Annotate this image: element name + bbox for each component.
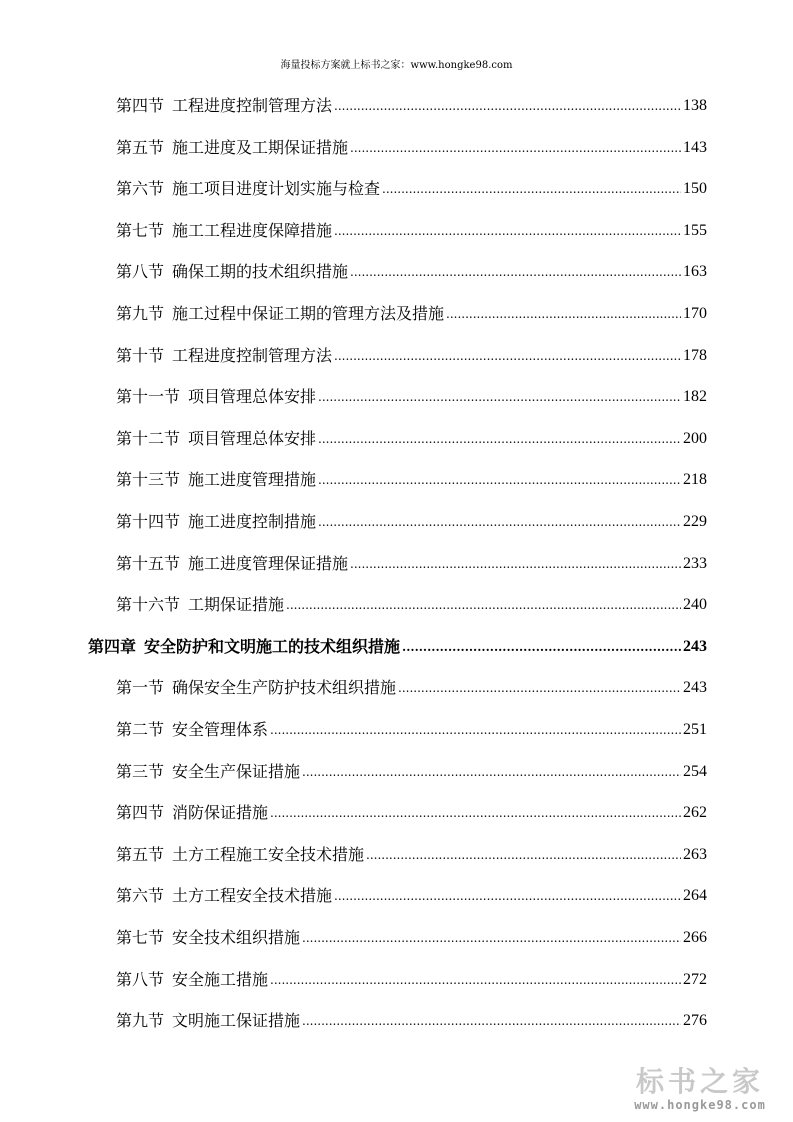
toc-entry-title	[116, 512, 318, 532]
toc-page-number: 266	[683, 929, 707, 946]
toc-dot-leader	[302, 762, 681, 782]
toc-section-entry[interactable]	[116, 668, 707, 698]
toc-entry-title	[116, 845, 366, 865]
toc-section-entry[interactable]	[116, 835, 707, 865]
toc-entry-text: 安全生产保证措施	[172, 761, 301, 781]
toc-page-number: 264	[683, 887, 707, 905]
toc-dot-leader	[350, 262, 681, 282]
toc-section-entry[interactable]	[116, 86, 707, 116]
toc-entry-number: 第十节	[116, 345, 165, 365]
toc-entry-text: 安全管理体系	[172, 720, 269, 739]
toc-entry-number: 第七节	[116, 928, 165, 947]
toc-dot-leader	[318, 429, 681, 449]
toc-entry-text: 工期保证措施	[188, 595, 285, 615]
toc-dot-leader	[318, 470, 681, 490]
toc-dot-leader	[270, 970, 681, 990]
toc-entry-text: 土方工程施工安全技术措施	[172, 844, 365, 864]
toc-section-entry[interactable]	[116, 460, 707, 490]
toc-page-number: 143	[683, 138, 707, 156]
watermark-url: www.hongke98.com	[634, 1098, 766, 1112]
toc-entry-text: 确保安全生产防护技术组织措施	[172, 678, 397, 698]
toc-dot-leader	[270, 803, 681, 823]
toc-entry-title	[116, 678, 398, 698]
toc-entry-title	[116, 1011, 302, 1031]
toc-entry-text: 施工过程中保证工期的管理方法及措施	[172, 304, 445, 323]
toc-section-entry[interactable]	[116, 336, 707, 366]
toc-entry-title	[116, 262, 350, 282]
toc-entry-title	[116, 762, 302, 782]
toc-page-number: 251	[683, 721, 707, 738]
toc-entry-number: 第八节	[116, 969, 165, 989]
toc-page-number: 263	[683, 845, 707, 863]
toc-entry-number: 第八节	[116, 262, 165, 282]
toc-entry-title	[116, 720, 270, 740]
toc-entry-number: 第十一节	[116, 387, 181, 407]
toc-dot-leader	[318, 387, 681, 407]
toc-page-number: 155	[683, 221, 707, 239]
watermark-logo	[625, 1066, 775, 1112]
toc-entry-text: 施工项目进度计划实施与检查	[172, 179, 381, 199]
toc-page-number: 243	[683, 679, 707, 697]
toc-page-number: 254	[683, 762, 707, 780]
toc-dot-leader	[366, 845, 681, 865]
toc-entry-number: 第七节	[116, 220, 165, 240]
toc-page-number: 276	[683, 1012, 707, 1030]
toc-section-entry[interactable]	[116, 918, 707, 948]
toc-entry-title	[116, 554, 350, 574]
toc-section-entry[interactable]	[116, 752, 707, 782]
toc-entry-text: 工程进度控制管理方法	[172, 345, 333, 365]
toc-dot-leader	[398, 678, 681, 698]
toc-page-number: 218	[683, 471, 707, 489]
toc-entry-title	[116, 96, 334, 116]
toc-page-number: 150	[683, 180, 707, 198]
toc-entry-text: 工程进度控制管理方法	[172, 96, 333, 115]
toc-page-number: 138	[683, 97, 707, 114]
toc-entry-number: 第五节	[116, 844, 165, 864]
toc-section-entry[interactable]	[116, 294, 707, 324]
toc-entry-title	[116, 970, 270, 990]
toc-dot-leader	[318, 512, 681, 532]
toc-entry-text: 项目管理总体安排	[188, 428, 317, 448]
toc-dot-leader	[334, 221, 681, 241]
toc-entry-title	[116, 928, 302, 948]
toc-section-entry[interactable]	[116, 211, 707, 241]
toc-entry-text: 施工进度控制措施	[188, 512, 317, 531]
toc-entry-title	[116, 429, 318, 449]
toc-entry-number: 第四章	[88, 636, 137, 656]
toc-section-entry[interactable]	[116, 876, 707, 906]
toc-entry-number: 第九节	[116, 304, 165, 323]
toc-section-entry[interactable]	[116, 502, 707, 532]
toc-dot-leader	[334, 346, 681, 366]
toc-page-number: 182	[683, 388, 707, 406]
toc-entry-number: 第三节	[116, 761, 165, 781]
toc-section-entry[interactable]	[116, 419, 707, 449]
toc-section-entry[interactable]	[116, 793, 707, 823]
toc-dot-leader	[446, 304, 681, 324]
toc-entry-number: 第十二节	[116, 428, 181, 448]
toc-page-number: 170	[683, 305, 707, 322]
toc-entry-number: 第五节	[116, 137, 165, 157]
toc-section-entry[interactable]	[116, 585, 707, 615]
page-header: 海量投标方案就上标书之家：www.hongke98.com	[280, 60, 513, 71]
toc-section-entry[interactable]	[116, 960, 707, 990]
toc-entry-title	[116, 803, 270, 823]
toc-page-number: 262	[683, 804, 707, 822]
toc-entry-text: 文明施工保证措施	[172, 1011, 301, 1031]
toc-dot-leader	[350, 554, 681, 574]
toc-entry-text: 土方工程安全技术措施	[172, 886, 333, 906]
toc-section-entry[interactable]	[116, 169, 707, 199]
toc-section-entry[interactable]	[116, 1001, 707, 1031]
toc-entry-number: 第十三节	[116, 470, 181, 490]
toc-entry-number: 第九节	[116, 1011, 165, 1031]
toc-section-entry[interactable]	[116, 710, 707, 740]
toc-entry-number: 第十五节	[116, 553, 181, 573]
toc-entry-title	[116, 179, 382, 199]
toc-entry-title	[116, 304, 446, 324]
toc-entry-text: 施工工程进度保障措施	[172, 220, 333, 240]
toc-entry-number: 第十四节	[116, 512, 181, 531]
toc-page-number: 163	[683, 263, 707, 281]
toc-section-entry[interactable]	[116, 252, 707, 282]
toc-page-number: 200	[683, 429, 707, 447]
toc-entry-number: 第六节	[116, 179, 165, 199]
toc-entry-title	[116, 595, 286, 615]
toc-page-number: 233	[683, 554, 707, 572]
toc-dot-leader	[270, 720, 681, 740]
toc-entry-title	[116, 346, 334, 366]
toc-chapter-entry[interactable]	[88, 627, 707, 657]
toc-page-number: 178	[683, 346, 707, 364]
toc-dot-leader	[302, 1011, 681, 1031]
toc-entry-text: 安全防护和文明施工的技术组织措施	[144, 636, 401, 656]
toc-dot-leader	[334, 96, 681, 116]
toc-entry-number: 第十六节	[116, 595, 181, 615]
toc-entry-text: 安全技术组织措施	[172, 928, 301, 947]
toc-entry-number: 第二节	[116, 720, 165, 739]
toc-entry-number: 第四节	[116, 96, 165, 115]
toc-entry-text: 安全施工措施	[172, 969, 269, 989]
toc-dot-leader	[286, 595, 681, 615]
toc-entry-number: 第一节	[116, 678, 165, 698]
watermark-title: 标书之家	[635, 1065, 764, 1098]
toc-entry-text: 项目管理总体安排	[188, 387, 317, 407]
toc-entry-title	[116, 221, 334, 241]
toc-entry-text: 施工进度管理措施	[188, 470, 317, 490]
toc-section-entry[interactable]	[116, 128, 707, 158]
toc-entry-text: 确保工期的技术组织措施	[172, 262, 349, 282]
toc-entry-text: 施工进度及工期保证措施	[172, 137, 349, 157]
toc-entry-text: 施工进度管理保证措施	[188, 553, 349, 573]
toc-entry-number: 第四节	[116, 803, 165, 823]
toc-page-number: 240	[683, 596, 707, 614]
toc-entry-title	[88, 637, 402, 657]
toc-dot-leader	[382, 179, 681, 199]
toc-dot-leader	[350, 138, 681, 158]
toc-page-number: 229	[683, 513, 707, 530]
toc-entry-title	[116, 387, 318, 407]
toc-dot-leader	[302, 928, 681, 948]
toc-section-entry[interactable]	[116, 377, 707, 407]
toc-page-number: 272	[683, 970, 707, 988]
toc-entry-text: 消防保证措施	[172, 803, 269, 823]
toc-page-number: 243	[683, 637, 707, 655]
toc-entry-title	[116, 886, 334, 906]
toc-entry-title	[116, 470, 318, 490]
toc-dot-leader	[402, 637, 681, 657]
toc-section-entry[interactable]	[116, 544, 707, 574]
toc-dot-leader	[334, 886, 681, 906]
toc-entry-number: 第六节	[116, 886, 165, 906]
toc-entry-title	[116, 138, 350, 158]
